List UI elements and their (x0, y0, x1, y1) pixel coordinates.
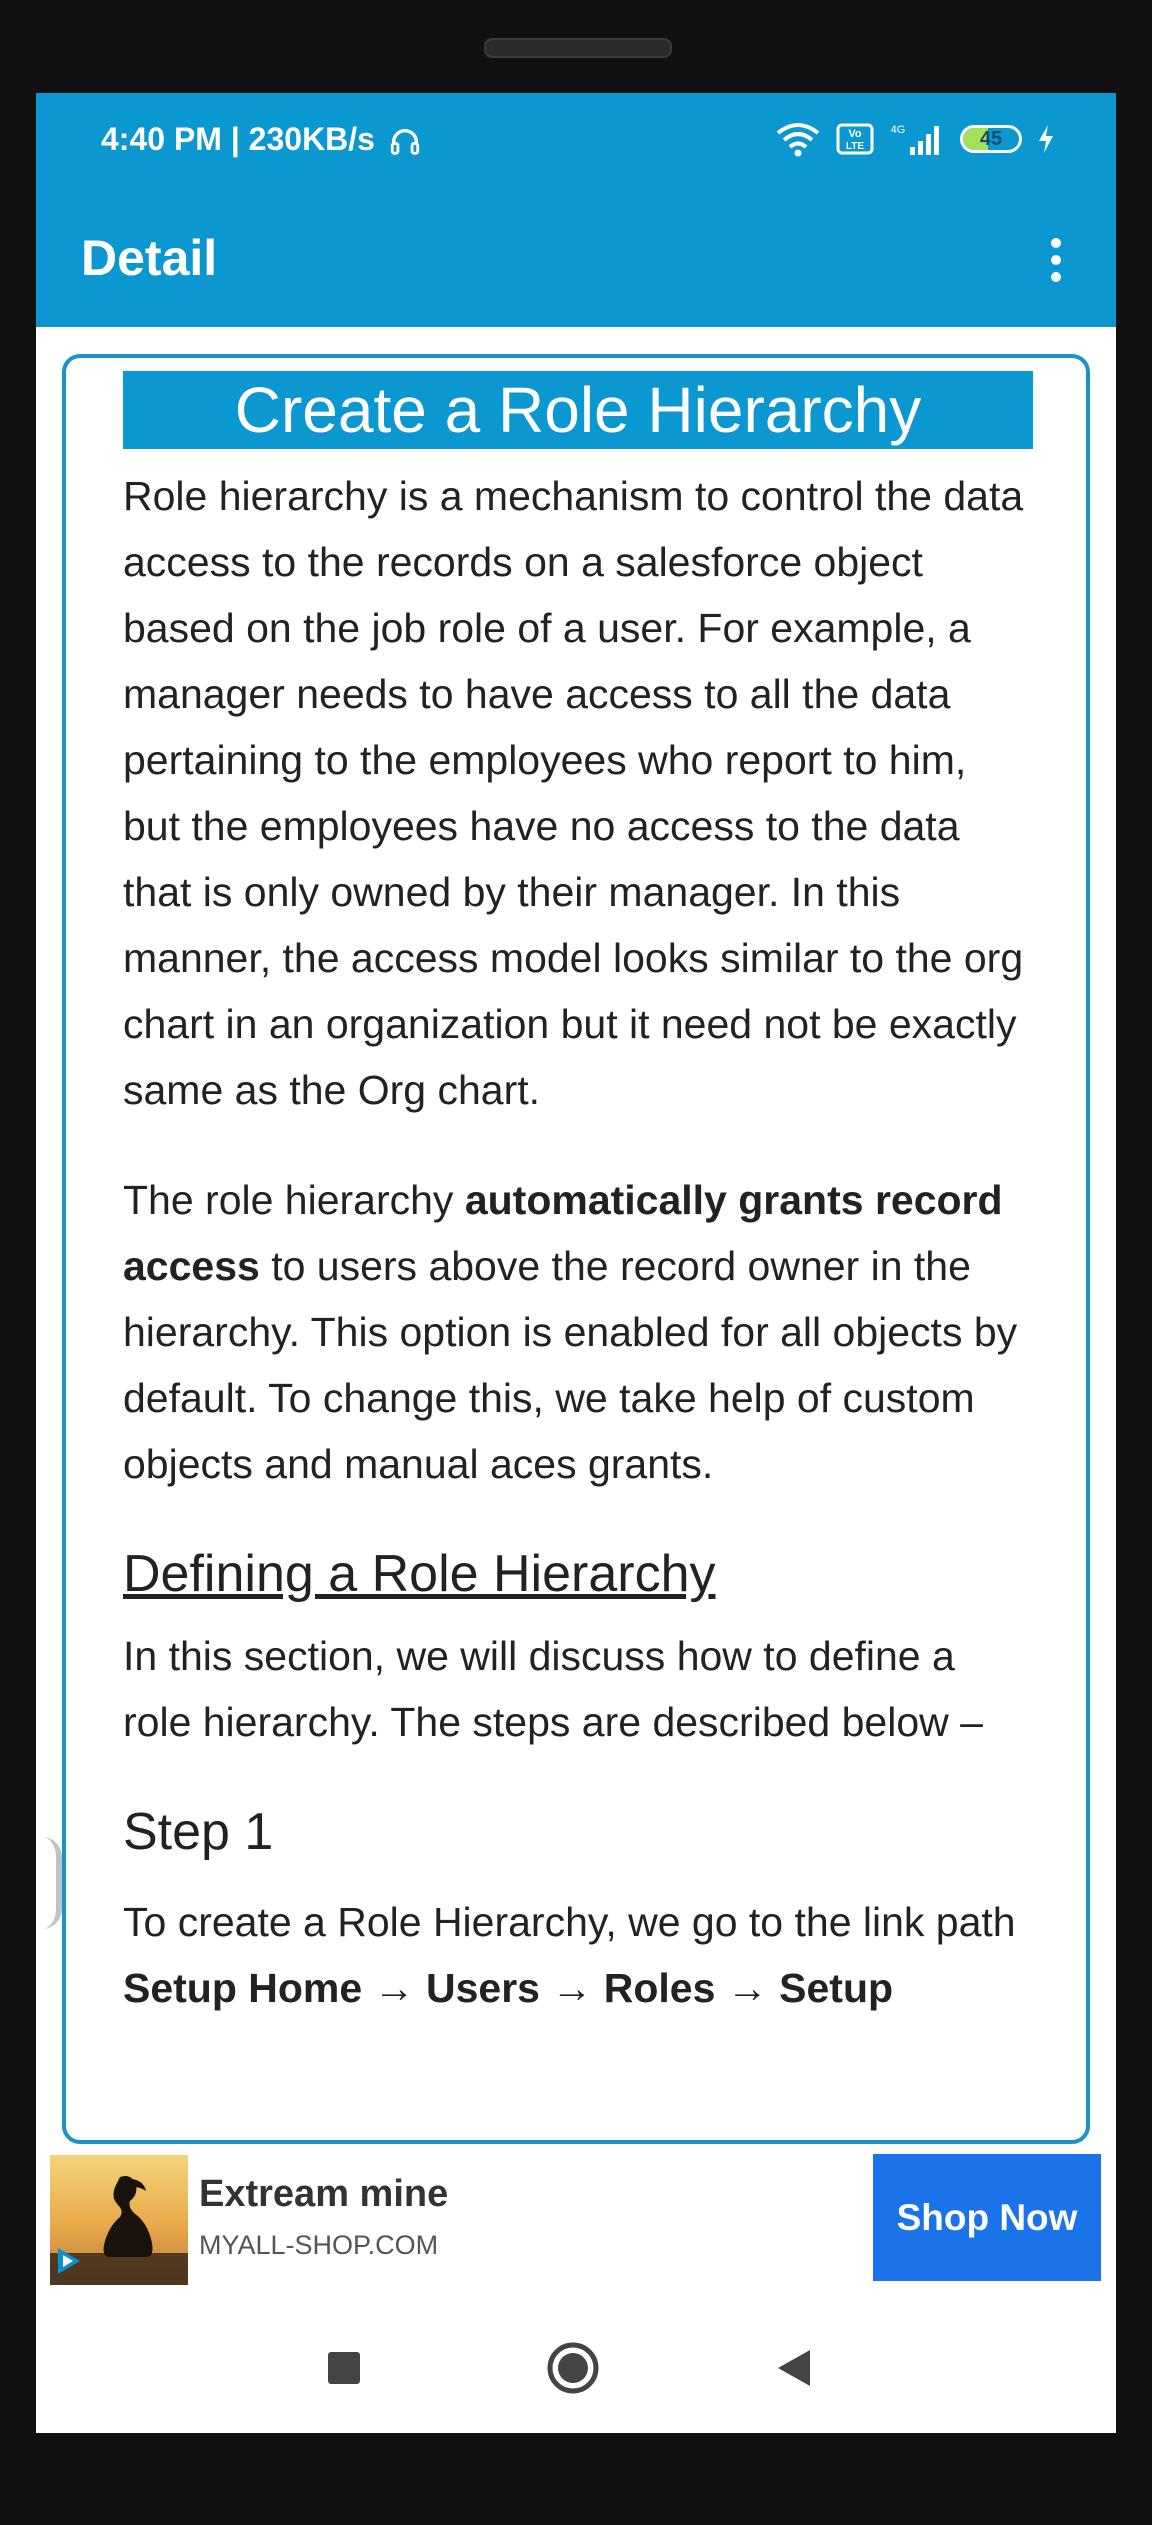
ad-image[interactable] (50, 2155, 188, 2285)
ad-banner[interactable] (36, 2153, 1116, 2305)
back-triangle-icon[interactable] (776, 2348, 812, 2393)
screen (36, 93, 1116, 2433)
article-title: Create a Role Hierarchy (123, 371, 1033, 449)
article-paragraph-1: Role hierarchy is a mechanism to control the data access to the records on a salesforce object based on the job role of a user. For example, a manager needs to have access to all the data pertaining to the employees who report to him, but the employees have no access to the data that is only owned by their manager. In this manner, the access model looks similar to the org chart in an organization but it need not be exactly same as the Org chart. (123, 473, 1024, 1113)
volte-icon (836, 123, 874, 155)
article-content (123, 371, 1033, 2065)
ad-url[interactable]: MYALL-SHOP.COM (199, 2230, 439, 2260)
battery-icon (960, 125, 1022, 153)
paragraph-2-end: to users above the record owner in the hierarchy. This option is enabled for all objects by default. To change this, we take help of custom objects and manual aces grants. (123, 1243, 1018, 1487)
more-vert-icon[interactable] (1036, 225, 1076, 295)
earpiece-speaker (484, 38, 672, 58)
ad-title[interactable]: Extream mine (199, 2173, 449, 2215)
menu-dot (1051, 238, 1061, 248)
status-time (101, 121, 422, 159)
edge-swipe-handle[interactable] (42, 1837, 62, 1929)
recents-square-icon[interactable] (326, 2350, 362, 2391)
ad-choices-icon[interactable] (52, 2244, 86, 2283)
status-time-text: 4:40 PM | 230KB/s (101, 121, 375, 157)
step-1-text-bold: Setup Home → Users → Roles → Setup (123, 1965, 894, 2011)
article-card[interactable] (62, 354, 1090, 2144)
article-paragraph-3: In this section, we will discuss how to define a role hierarchy. The steps are described below – (123, 1633, 983, 1745)
status-bar (36, 93, 1116, 193)
paragraph-2-bold: automatically grants record access (123, 1177, 1003, 1289)
step-1-text-start: To create a Role Hierarchy, we go to the link path (123, 1899, 1016, 1945)
step-1-heading: Step 1 (123, 1803, 274, 1861)
home-circle-icon[interactable] (546, 2341, 600, 2400)
menu-dot (1051, 272, 1061, 282)
article-paragraph-2 (123, 1167, 1033, 1497)
app-title: Detail (81, 230, 218, 286)
menu-dot (1051, 255, 1061, 265)
status-icons (774, 119, 1056, 159)
svg-text:LTE: LTE (845, 141, 865, 152)
app-bar (36, 193, 1116, 327)
svg-text:4G: 4G (890, 124, 906, 136)
svg-text:Vo: Vo (848, 128, 862, 140)
paragraph-2-start: The role hierarchy (123, 1177, 465, 1223)
battery-level-text: 45 (979, 127, 1003, 150)
wifi-icon (774, 121, 822, 157)
navigation-bar (36, 2303, 1116, 2433)
step-1-text (123, 1889, 1033, 2021)
charging-icon (1036, 123, 1056, 155)
signal-4g-icon (888, 121, 946, 157)
headphones-icon (388, 125, 422, 159)
section-heading: Defining a Role Hierarchy (123, 1545, 716, 1603)
shop-now-button[interactable]: Shop Now (873, 2154, 1101, 2281)
